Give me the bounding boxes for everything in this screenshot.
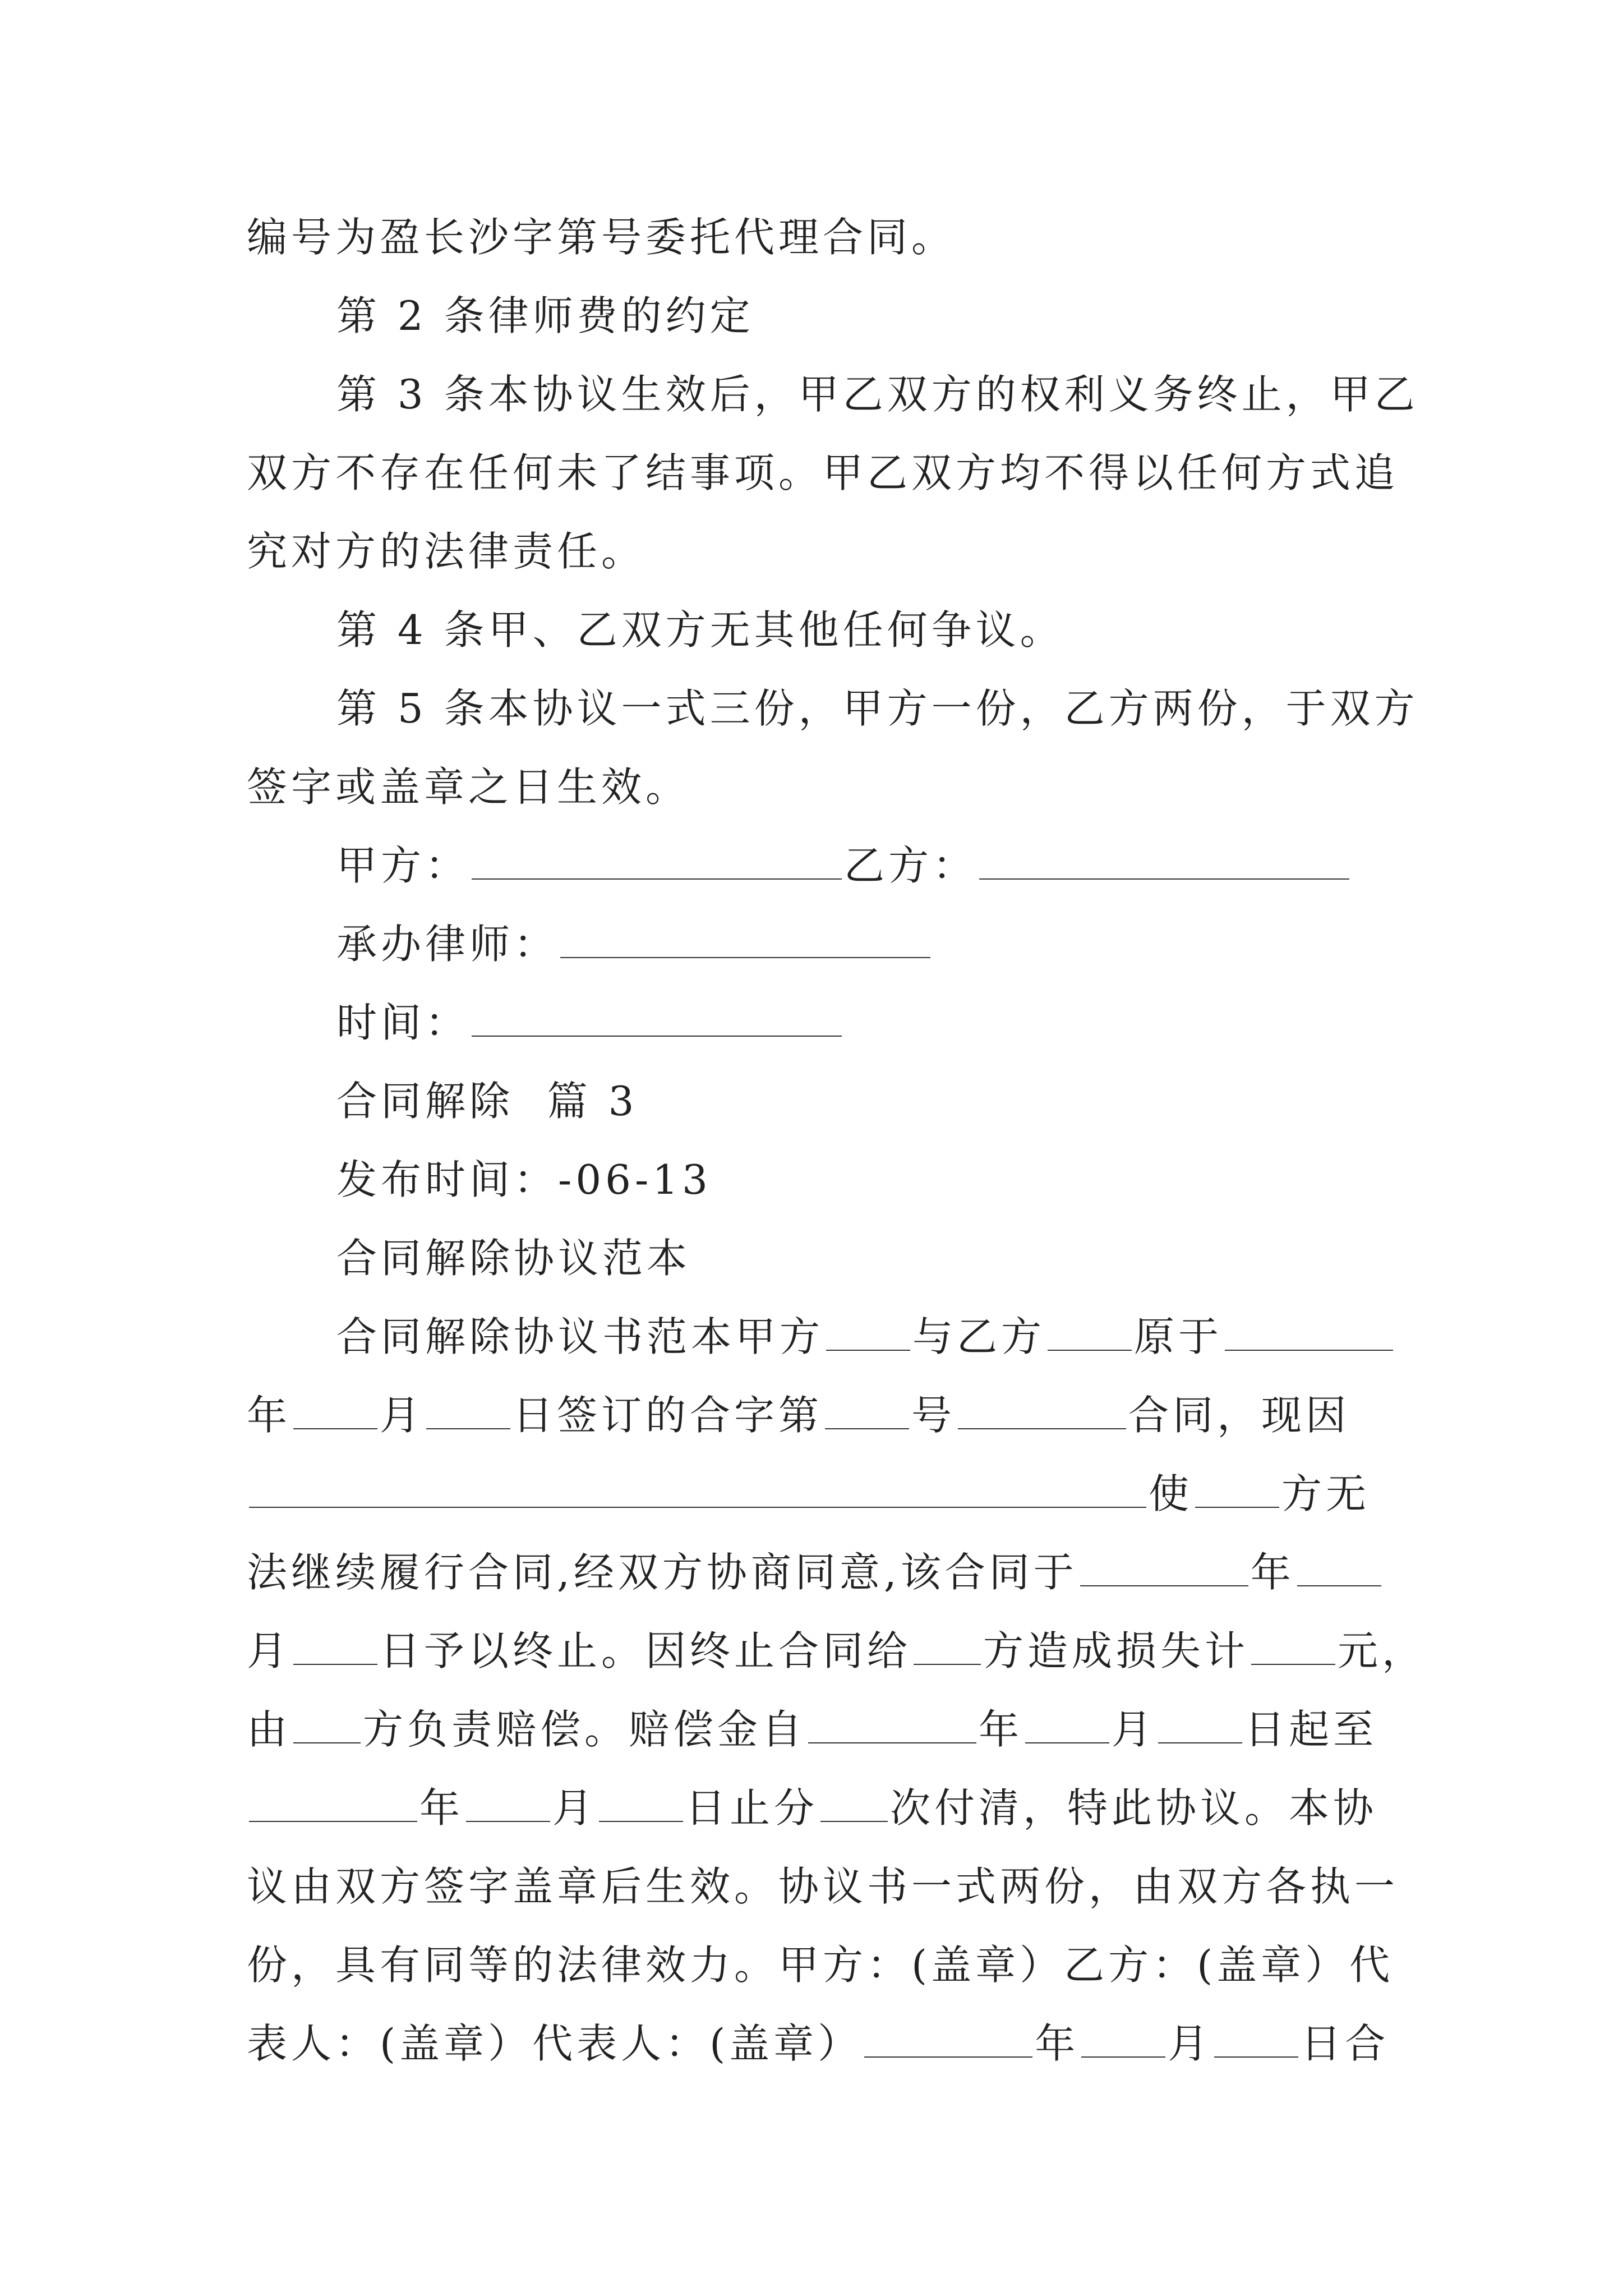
paragraph-line: 议由双方签字盖章后生效。协议书一式两份，由双方各执一 [247,1863,1399,1910]
publish-time: 发布时间：-06-13 [336,1156,712,1203]
blank [914,1629,981,1665]
text-run: 日签订的合字第 [513,1392,823,1439]
template-line [247,1626,1426,1676]
template-line [247,2018,1389,2069]
text-run: 使 [1149,1470,1193,1517]
template-line [247,1390,1350,1441]
text-run: 月 [552,1784,597,1832]
text-run: 日合 [1301,2020,1390,2067]
blank [1025,1708,1109,1743]
text-run: 次付清，特此协议。本协 [890,1784,1378,1832]
blank [1081,2022,1165,2058]
party-a-blank [472,844,842,880]
signature-time-line [336,997,844,1048]
text-run: 方造成损失计 [983,1627,1249,1674]
time-blank [472,1001,842,1037]
blank [864,2022,1032,2058]
blank [1297,1550,1381,1586]
text-run: 年 [419,1784,464,1832]
text-run: 日起至 [1244,1706,1378,1753]
text-run: 年 [979,1706,1023,1753]
template-line [247,1704,1377,1755]
text-run: 月 [247,1627,292,1674]
blank [1048,1315,1132,1351]
template-line [247,1469,1370,1519]
template-line [247,1783,1377,1833]
clause-4-line: 第 4 条甲、乙双方无其他任何争议。 [336,606,1064,654]
blank [1251,1629,1335,1665]
text-run: 由 [247,1706,292,1753]
blank [426,1393,510,1429]
blank [249,1472,1146,1508]
text-run: 月 [1168,2020,1212,2067]
text-run: 原于 [1134,1313,1223,1360]
template-line [247,1547,1384,1598]
blank [293,1629,377,1665]
section-heading: 合同解除 篇 3 [336,1078,638,1125]
text-run: 与乙方 [912,1313,1046,1360]
text-run: 号 [911,1392,956,1439]
clause-5-line: 第 5 条本协议一式三份，甲方一份，乙方两份，于双方 [336,685,1419,732]
blank [1158,1708,1242,1743]
text-run: 方无 [1281,1470,1371,1517]
text-run: 方负责赔偿。赔偿金自 [363,1706,806,1753]
paragraph-line: 编号为盈长沙字第号委托代理合同。 [247,214,956,261]
blank [808,1708,976,1743]
time-label: 时间： [336,999,470,1046]
text-run: 年 [1035,2020,1080,2067]
paragraph-line: 份，具有同等的法律效力。甲方：(盖章）乙方：(盖章）代 [247,1941,1394,1989]
text-run: 月 [380,1392,425,1439]
party-b-label: 乙方： [844,842,978,889]
blank [1214,2022,1298,2058]
text-run: 合同解除协议书范本甲方 [336,1313,824,1360]
text-run: 合同，现因 [1128,1392,1350,1439]
text-run: 日止分 [685,1784,819,1832]
blank [293,1708,361,1743]
blank [293,1393,377,1429]
blank [466,1786,550,1822]
clause-3-line: 第 3 条本协议生效后，甲乙双方的权利义务终止，甲乙 [336,371,1419,418]
signature-lawyer-line [336,919,933,969]
blank [249,1786,417,1822]
text-run: 年 [1250,1549,1295,1596]
template-line [336,1312,1395,1362]
paragraph-line: 双方不存在任何未了结事项。甲乙双方均不得以任何方式追 [247,449,1399,496]
blank [826,1315,910,1351]
lawyer-blank [560,922,930,958]
blank [820,1786,888,1822]
text-run: 月 [1112,1706,1156,1753]
text-run: 表人：(盖章）代表人：(盖章） [247,2020,863,2067]
paragraph-line: 究对方的法律责任。 [247,528,646,575]
blank [1080,1550,1248,1586]
text-run: 元， [1338,1627,1427,1674]
paragraph-line: 签字或盖章之日生效。 [247,763,690,811]
blank [599,1786,683,1822]
text-run: 法继续履行合同,经双方协商同意,该合同于 [247,1549,1078,1596]
blank [825,1393,909,1429]
section-subtitle: 合同解除协议范本 [336,1235,691,1282]
blank [958,1393,1126,1429]
party-a-label: 甲方： [336,842,470,889]
lawyer-label: 承办律师： [336,921,559,968]
text-run: 年 [247,1392,292,1439]
blank [1195,1472,1279,1508]
clause-2-heading: 第 2 条律师费的约定 [336,292,754,339]
signature-parties-line [336,840,1352,891]
blank [1225,1315,1393,1351]
text-run: 日予以终止。因终止合同给 [380,1627,912,1674]
party-b-blank [979,844,1349,880]
